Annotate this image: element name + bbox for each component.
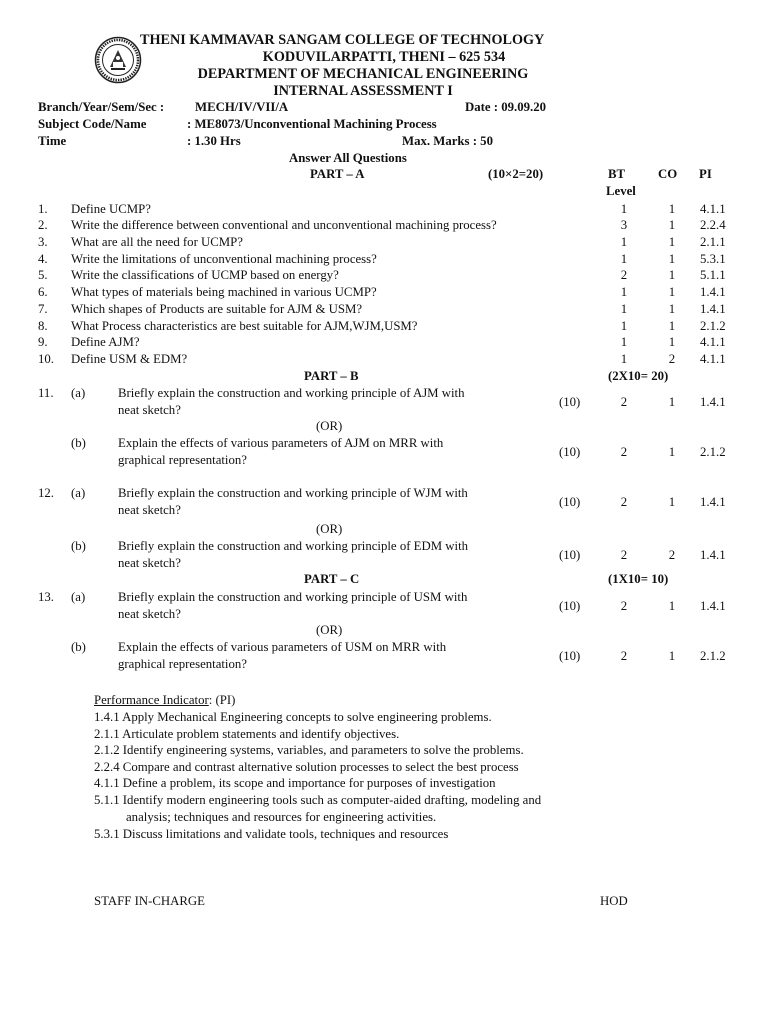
question-text-line: Briefly explain the construction and working principle of WJM with [118,486,468,500]
question-pi: 2.1.2 [700,445,726,459]
question-bt-level: 2 [620,445,628,459]
part-c-marks: (1X10= 10) [608,572,669,586]
question-bt-level: 1 [620,235,628,249]
question-bt-level: 1 [620,202,628,216]
question-bt-level: 1 [620,285,628,299]
question-text: Define USM & EDM? [71,352,188,366]
question-pi: 1.4.1 [700,495,726,509]
question-bt-level: 2 [620,599,628,613]
question-text: What Process characteristics are best suitable for AJM,WJM,USM? [71,319,418,333]
question-subpart: (a) [71,590,86,604]
question-text-line: Briefly explain the construction and working principle of AJM with [118,386,465,400]
question-co: 1 [668,302,676,316]
time-label: Time [38,134,67,148]
question-number: 13. [38,590,54,604]
pi-heading-suffix: : (PI) [208,693,236,707]
question-co: 1 [668,445,676,459]
question-text-line: neat sketch? [118,403,181,417]
pi-item-continuation: analysis; techniques and resources for engineering activities. [126,810,437,824]
instruction: Answer All Questions [289,151,407,165]
hod-label: HOD [600,894,628,908]
question-pi: 4.1.1 [700,202,726,216]
question-text: What are all the need for UCMP? [71,235,243,249]
question-text-line: Explain the effects of various parameters of AJM on MRR with [118,436,444,450]
question-co: 1 [668,235,676,249]
subject-label: Subject Code/Name [38,117,147,131]
part-a-marks: (10×2=20) [488,167,544,181]
question-number: 11. [38,386,54,400]
question-number: 3. [38,235,48,249]
question-pi: 2.1.2 [700,649,726,663]
or-separator: (OR) [316,522,343,536]
part-c-title: PART – C [304,572,360,586]
question-bt-level: 2 [620,548,628,562]
question-text-line: graphical representation? [118,453,247,467]
question-number: 7. [38,302,48,316]
column-pi: PI [699,167,712,181]
question-marks: (10) [559,445,581,459]
question-text: Define AJM? [71,335,140,349]
question-co: 1 [668,319,676,333]
question-bt-level: 2 [620,649,628,663]
question-co: 1 [668,252,676,266]
question-number: 12. [38,486,54,500]
question-number: 2. [38,218,48,232]
question-text-line: neat sketch? [118,607,181,621]
question-pi: 1.4.1 [700,302,726,316]
staff-in-charge-label: STAFF IN-CHARGE [94,894,205,908]
max-marks: Max. Marks : 50 [402,134,493,148]
question-co: 1 [668,285,676,299]
question-text: What types of materials being machined in various UCMP? [71,285,377,299]
exam-title: INTERNAL ASSESSMENT I [273,83,453,99]
part-b-marks: (2X10= 20) [608,369,669,383]
question-marks: (10) [559,649,581,663]
question-pi: 2.1.2 [700,319,726,333]
question-number: 5. [38,268,48,282]
question-text-line: graphical representation? [118,657,247,671]
column-bt-level: Level [606,184,636,198]
branch-value: MECH/IV/VII/A [195,100,289,114]
question-subpart: (b) [71,539,86,553]
question-co: 1 [668,218,676,232]
question-bt-level: 2 [620,395,628,409]
pi-item: 2.2.4 Compare and contrast alternative solution processes to select the best process [94,760,519,774]
question-pi: 5.3.1 [700,252,726,266]
question-co: 1 [668,335,676,349]
question-subpart: (b) [71,436,86,450]
question-bt-level: 2 [620,495,628,509]
question-text: Which shapes of Products are suitable for AJM & USM? [71,302,363,316]
question-co: 2 [668,548,676,562]
question-co: 1 [668,495,676,509]
question-pi: 1.4.1 [700,395,726,409]
pi-item: 4.1.1 Define a problem, its scope and importance for purposes of investigation [94,776,496,790]
question-co: 1 [668,395,676,409]
question-co: 1 [668,649,676,663]
question-subpart: (a) [71,386,86,400]
pi-item: 2.1.1 Articulate problem statements and identify objectives. [94,727,400,741]
subject-value: : ME8073/Unconventional Machining Process [187,117,437,131]
question-text-line: Briefly explain the construction and working principle of EDM with [118,539,469,553]
question-bt-level: 3 [620,218,628,232]
question-pi: 2.2.4 [700,218,726,232]
question-bt-level: 1 [620,352,628,366]
pi-item: 2.1.2 Identify engineering systems, variables, and parameters to solve the problems. [94,743,524,757]
question-text: Define UCMP? [71,202,151,216]
question-bt-level: 1 [620,302,628,316]
question-bt-level: 1 [620,335,628,349]
question-bt-level: 2 [620,268,628,282]
question-co: 1 [668,202,676,216]
pi-heading [94,694,235,707]
pi-heading-title: Performance Indicator [94,693,209,707]
question-pi: 2.1.1 [700,235,726,249]
question-number: 1. [38,202,48,216]
time-value: : 1.30 Hrs [187,134,241,148]
question-co: 1 [668,268,676,282]
question-subpart: (b) [71,640,86,654]
question-text: Write the limitations of unconventional machining process? [71,252,377,266]
question-pi: 1.4.1 [700,285,726,299]
question-text: Write the difference between conventional and unconventional machining process? [71,218,497,232]
department-name: DEPARTMENT OF MECHANICAL ENGINEERING [197,66,529,82]
question-bt-level: 1 [620,252,628,266]
question-marks: (10) [559,548,581,562]
column-co: CO [658,167,678,181]
question-marks: (10) [559,599,581,613]
question-text: Write the classifications of UCMP based on energy? [71,268,339,282]
college-name: THENI KAMMAVAR SANGAM COLLEGE OF TECHNOLOGY [140,32,545,48]
or-separator: (OR) [316,419,343,433]
question-text-line: Briefly explain the construction and working principle of USM with [118,590,468,604]
part-b-title: PART – B [304,369,359,383]
question-text-line: neat sketch? [118,503,181,517]
branch-label: Branch/Year/Sem/Sec : [38,100,165,114]
question-marks: (10) [559,395,581,409]
question-subpart: (a) [71,486,86,500]
question-number: 10. [38,352,54,366]
question-number: 9. [38,335,48,349]
question-bt-level: 1 [620,319,628,333]
question-marks: (10) [559,495,581,509]
question-pi: 5.1.1 [700,268,726,282]
question-pi: 1.4.1 [700,599,726,613]
question-number: 6. [38,285,48,299]
question-pi: 4.1.1 [700,335,726,349]
question-text-line: Explain the effects of various parameters of USM on MRR with [118,640,447,654]
pi-item: 1.4.1 Apply Mechanical Engineering concepts to solve engineering problems. [94,710,492,724]
question-pi: 1.4.1 [700,548,726,562]
question-number: 8. [38,319,48,333]
pi-item: 5.1.1 Identify modern engineering tools such as computer-aided drafting, modeling and [94,793,542,807]
part-a-title: PART – A [310,167,365,181]
or-separator: (OR) [316,623,343,637]
question-co: 1 [668,599,676,613]
column-bt: BT [608,167,626,181]
exam-date: Date : 09.09.20 [465,100,547,114]
pi-item: 5.3.1 Discuss limitations and validate tools, techniques and resources [94,827,449,841]
question-number: 4. [38,252,48,266]
question-text-line: neat sketch? [118,556,181,570]
question-co: 2 [668,352,676,366]
question-pi: 4.1.1 [700,352,726,366]
college-address: KODUVILARPATTI, THENI – 625 534 [262,49,506,65]
